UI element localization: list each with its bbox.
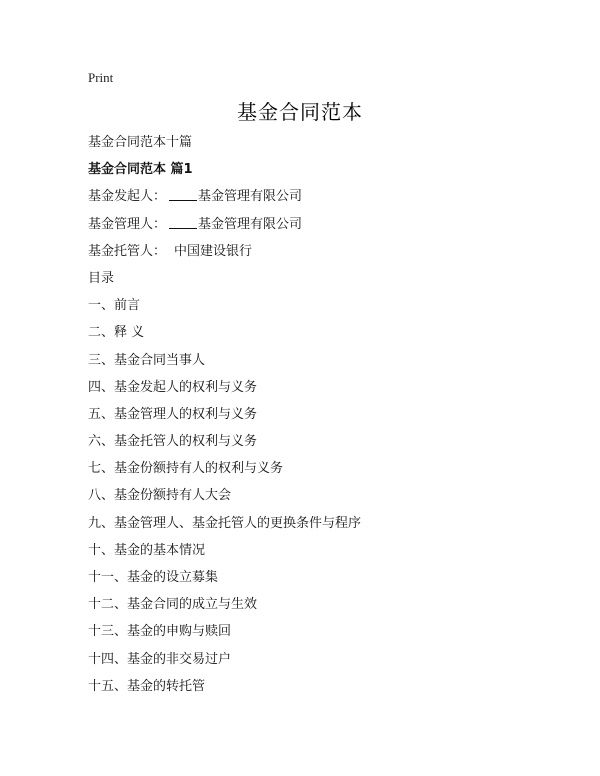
toc-item: 十五、基金的转托管 <box>88 678 206 694</box>
fund-manager-line <box>88 211 568 238</box>
toc-item: 十二、基金合同的成立与生效 <box>88 597 258 613</box>
toc-item: 二、释 义 <box>88 325 145 341</box>
toc-item: 十四、基金的非交易过户 <box>88 651 232 667</box>
toc-item: 一、前言 <box>88 298 141 314</box>
toc-item: 十三、基金的申购与赎回 <box>88 624 232 640</box>
blank-underline <box>169 188 197 201</box>
toc-item: 十、基金的基本情况 <box>88 542 206 558</box>
toc-heading: 目录 <box>88 270 115 286</box>
toc-item: 三、基金合同当事人 <box>88 352 206 368</box>
blank-underline <box>169 216 197 229</box>
section-heading: 基金合同范本 篇1 <box>88 162 193 178</box>
document-title: 基金合同范本 <box>237 100 363 124</box>
fund-custodian-value: 中国建设银行 <box>174 243 253 259</box>
toc-item: 六、基金托管人的权利与义务 <box>88 434 258 450</box>
toc-item: 四、基金发起人的权利与义务 <box>88 379 258 395</box>
toc-item: 九、基金管理人、基金托管人的更换条件与程序 <box>88 515 362 531</box>
fund-custodian-label: 基金托管人： <box>88 243 167 259</box>
fund-sponsor-value: 基金管理有限公司 <box>198 189 303 205</box>
fund-custodian-line <box>88 238 568 265</box>
document-body <box>88 129 568 700</box>
toc-item: 五、基金管理人的权利与义务 <box>88 406 258 422</box>
fund-sponsor-label: 基金发起人： <box>88 189 167 205</box>
toc-item: 十一、基金的设立募集 <box>88 570 219 585</box>
toc-item: 八、基金份额持有人大会 <box>88 488 232 504</box>
print-label: Print <box>88 70 114 85</box>
fund-manager-value: 基金管理有限公司 <box>198 216 303 232</box>
document-subtitle: 基金合同范本十篇 <box>88 135 193 150</box>
fund-manager-label: 基金管理人： <box>88 216 167 232</box>
fund-sponsor-line <box>88 183 568 210</box>
toc-item: 七、基金份额持有人的权利与义务 <box>88 461 284 477</box>
